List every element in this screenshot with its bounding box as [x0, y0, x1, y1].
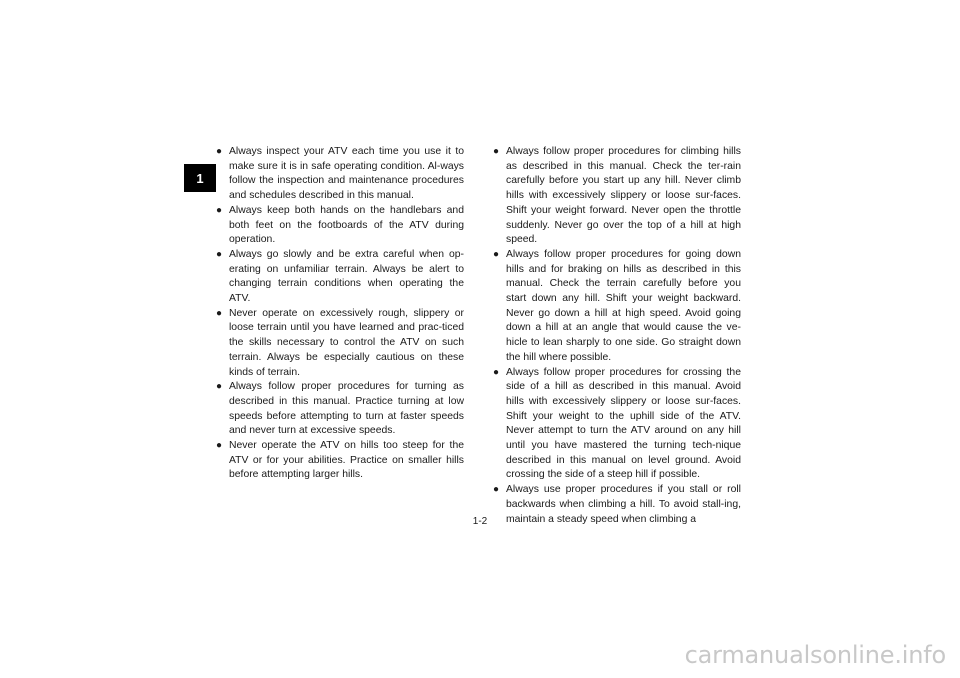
list-item-text: Always follow proper procedures for climbing hills as described in this manual. Check the ter-rain carefully before you start up any hill. Never climb hills with excessively slippery or loose sur-faces. Shift your weight forward. Never open the throttle suddenly. Never go over the top of a hill at high speed. [506, 146, 741, 246]
bullet-icon: ● [493, 484, 500, 496]
bullet-icon: ● [216, 307, 223, 319]
bullet-icon: ● [493, 366, 500, 378]
list-item [216, 439, 464, 483]
list-item-text: Always go slowly and be extra careful when op-erating on unfamiliar terrain. Always be alert to changing terrain conditions when operating the ATV. [229, 248, 464, 305]
list-item-text: Always follow proper procedures for going down hills and for braking on hills as described in this manual. Check the terrain carefully before you start down any hill. Shift your weight backward. Never go down a hill at high speed. Avoid going down a hill at an angle that would cause the ve-hicle to lean sharply to one side. Go straight down the hill where possible. [506, 248, 741, 363]
chapter-tab-label: 1 [196, 170, 204, 186]
bullet-icon: ● [493, 248, 500, 260]
bullet-icon: ● [216, 248, 223, 260]
list-item [216, 145, 464, 204]
list-item [493, 248, 741, 366]
list-item-text: Always follow proper procedures for turning as described in this manual. Practice turning at low speeds before attempting to turn at faster speeds and never turn at excessive speeds. [229, 381, 464, 437]
list-item [216, 204, 464, 248]
list-item-text: Always keep both hands on the handlebars and both feet on the footboards of the ATV during operation. [229, 204, 464, 246]
bullet-icon: ● [216, 204, 223, 216]
list-item-text: Always follow proper procedures for crossing the side of a hill as described in this manual. Avoid hills with excessively slippery or loose sur-faces. Shift your weight to the uphill side of the ATV. Never attempt to turn the ATV around on any hill until you have mastered the turning tech-nique described in this manual on level ground. Avoid crossing the side of a steep hill if possible. [506, 366, 741, 481]
list-item-text: Always inspect your ATV each time you use it to make sure it is in safe operating condition. Al-ways follow the inspection and maintenance procedures and schedules described in this manual. [229, 146, 464, 202]
list-item [216, 248, 464, 307]
watermark: carmanualsonline.info [684, 641, 946, 669]
list-item [216, 380, 464, 439]
left-column [216, 145, 464, 483]
bullet-icon: ● [216, 381, 223, 393]
right-bullet-list [493, 145, 741, 527]
bullet-icon: ● [216, 440, 223, 452]
list-item-text: Never operate on excessively rough, slippery or loose terrain until you have learned and prac-ticed the skills necessary to control the ATV on such terrain. Always be especially cautious on these kinds of terrain. [229, 307, 464, 378]
list-item-text: Always use proper procedures if you stall or roll backwards when climbing a hill. To avoid stall-ing, maintain a steady speed when climbing a [506, 484, 741, 525]
list-item [216, 307, 464, 381]
chapter-tab [184, 164, 216, 192]
list-item [493, 145, 741, 248]
list-item [493, 366, 741, 484]
list-item [493, 483, 741, 527]
right-column [493, 145, 741, 527]
left-bullet-list [216, 145, 464, 483]
page-number: 1-2 [472, 516, 488, 527]
bullet-icon: ● [216, 146, 223, 157]
bullet-icon: ● [493, 146, 500, 157]
list-item-text: Never operate the ATV on hills too steep for the ATV or for your abilities. Practice on smaller hills before attempting larger hills. [229, 440, 464, 481]
